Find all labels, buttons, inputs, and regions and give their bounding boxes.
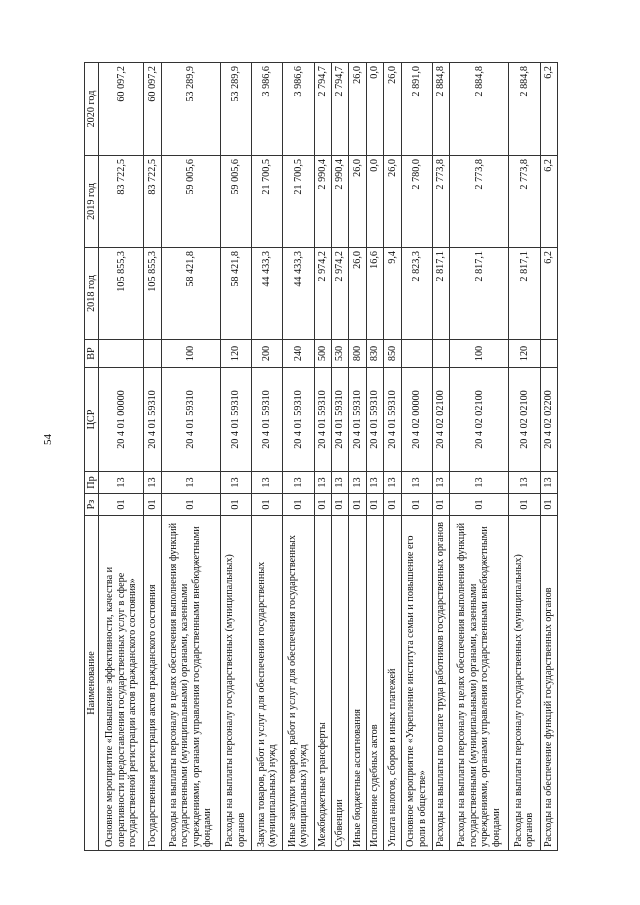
cell-pr: 13 — [283, 472, 314, 494]
cell-y2020: 60 097,2 — [99, 63, 144, 156]
cell-csr: 20 4 01 59310 — [283, 368, 314, 472]
cell-pr: 13 — [349, 472, 366, 494]
header-pr: Пр — [85, 472, 99, 494]
cell-vr — [432, 340, 449, 368]
cell-y2019: 26,0 — [349, 156, 366, 248]
cell-y2018: 2 817,1 — [432, 248, 449, 340]
cell-vr: 120 — [509, 340, 540, 368]
cell-y2018: 2 817,1 — [450, 248, 509, 340]
cell-pr: 13 — [450, 472, 509, 494]
cell-csr: 20 4 02 02100 — [432, 368, 449, 472]
cell-name: Субвенции — [331, 516, 348, 851]
cell-y2018: 6,2 — [540, 248, 558, 340]
cell-vr: 530 — [331, 340, 348, 368]
cell-pr: 13 — [432, 472, 449, 494]
cell-y2019: 26,0 — [384, 156, 401, 248]
cell-pr: 13 — [99, 472, 144, 494]
cell-y2018: 44 433,3 — [252, 248, 283, 340]
cell-y2019: 2 773,8 — [432, 156, 449, 248]
cell-y2020: 2 794,7 — [314, 63, 331, 156]
cell-y2019: 0,0 — [366, 156, 383, 248]
cell-vr: 100 — [450, 340, 509, 368]
cell-csr: 20 4 02 02100 — [509, 368, 540, 472]
cell-name: Расходы на выплаты персоналу государственных (муниципальных) органов — [220, 516, 251, 851]
cell-y2018: 2 823,3 — [401, 248, 432, 340]
cell-rz: 01 — [540, 494, 558, 516]
cell-name: Иные бюджетные ассигнования — [349, 516, 366, 851]
cell-name: Уплата налогов, сборов и иных платежей — [384, 516, 401, 851]
cell-y2019: 2 990,4 — [331, 156, 348, 248]
cell-name: Расходы на выплаты персоналу государственных (муниципальных) органов — [509, 516, 540, 851]
cell-y2019: 2 773,8 — [509, 156, 540, 248]
cell-y2020: 60 097,2 — [144, 63, 161, 156]
rotated-table-container — [84, 63, 558, 851]
cell-rz: 01 — [349, 494, 366, 516]
cell-rz: 01 — [432, 494, 449, 516]
cell-y2019: 2 990,4 — [314, 156, 331, 248]
cell-y2018: 16,6 — [366, 248, 383, 340]
cell-y2020: 2 884,8 — [432, 63, 449, 156]
cell-rz: 01 — [314, 494, 331, 516]
cell-vr: 500 — [314, 340, 331, 368]
cell-y2020: 2 884,8 — [509, 63, 540, 156]
cell-rz: 01 — [283, 494, 314, 516]
cell-y2020: 2 891,0 — [401, 63, 432, 156]
cell-vr: 200 — [252, 340, 283, 368]
cell-rz: 01 — [252, 494, 283, 516]
cell-name: Иные закупки товаров, работ и услуг для обеспечения государственных (муниципальных) нужд — [283, 516, 314, 851]
cell-csr: 20 4 01 59310 — [331, 368, 348, 472]
page-number: 54 — [42, 434, 54, 445]
table-row — [432, 63, 449, 851]
cell-y2019: 2 780,0 — [401, 156, 432, 248]
cell-y2020: 53 289,9 — [161, 63, 220, 156]
cell-y2018: 2 974,2 — [314, 248, 331, 340]
cell-rz: 01 — [509, 494, 540, 516]
cell-y2018: 58 421,8 — [220, 248, 251, 340]
cell-y2018: 9,4 — [384, 248, 401, 340]
cell-vr — [540, 340, 558, 368]
cell-pr: 13 — [161, 472, 220, 494]
cell-rz: 01 — [220, 494, 251, 516]
table-row — [366, 63, 383, 851]
cell-name: Закупка товаров, работ и услуг для обеспечения государственных (муниципальных) нужд — [252, 516, 283, 851]
cell-pr: 13 — [401, 472, 432, 494]
cell-y2018: 2 974,2 — [331, 248, 348, 340]
cell-csr: 20 4 01 00000 — [99, 368, 144, 472]
cell-rz: 01 — [450, 494, 509, 516]
header-2019: 2019 год — [85, 156, 99, 248]
cell-pr: 13 — [144, 472, 161, 494]
cell-csr: 20 4 01 59310 — [220, 368, 251, 472]
cell-name: Основное мероприятие «Повышение эффективности, качества и оперативности предоставления государственных услуг в сфере государственной регистрации актов гражданского состояния» — [99, 516, 144, 851]
header-row — [85, 63, 99, 851]
header-2018: 2018 год — [85, 248, 99, 340]
header-vr: ВР — [85, 340, 99, 368]
cell-csr: 20 4 01 59310 — [314, 368, 331, 472]
cell-name: Межбюджетные трансферты — [314, 516, 331, 851]
cell-name: Расходы на обеспечение функций государственных органов — [540, 516, 558, 851]
cell-csr: 20 4 02 02200 — [540, 368, 558, 472]
cell-vr: 120 — [220, 340, 251, 368]
cell-csr: 20 4 01 59310 — [252, 368, 283, 472]
cell-y2019: 6,2 — [540, 156, 558, 248]
cell-rz: 01 — [99, 494, 144, 516]
cell-y2018: 26,0 — [349, 248, 366, 340]
cell-y2018: 58 421,8 — [161, 248, 220, 340]
cell-csr: 20 4 01 59310 — [161, 368, 220, 472]
cell-y2020: 3 986,6 — [283, 63, 314, 156]
table-row — [220, 63, 251, 851]
cell-y2020: 2 794,7 — [331, 63, 348, 156]
header-2020: 2020 год — [85, 63, 99, 156]
cell-y2020: 26,0 — [384, 63, 401, 156]
cell-pr: 13 — [331, 472, 348, 494]
cell-vr: 100 — [161, 340, 220, 368]
cell-name: Расходы на выплаты персоналу в целях обеспечения выполнения функций государственными (муниципальными) органами, казенными учреждениями, органами управления государственными внебюджетными фондами — [161, 516, 220, 851]
cell-y2019: 21 700,5 — [252, 156, 283, 248]
table-row — [331, 63, 348, 851]
cell-pr: 13 — [384, 472, 401, 494]
cell-y2020: 26,0 — [349, 63, 366, 156]
cell-vr: 850 — [384, 340, 401, 368]
table-row — [99, 63, 144, 851]
cell-pr: 13 — [509, 472, 540, 494]
cell-y2020: 53 289,9 — [220, 63, 251, 156]
cell-csr: 20 4 02 00000 — [401, 368, 432, 472]
cell-y2019: 2 773,8 — [450, 156, 509, 248]
table-row — [252, 63, 283, 851]
table-row — [384, 63, 401, 851]
cell-rz: 01 — [384, 494, 401, 516]
cell-y2019: 59 005,6 — [161, 156, 220, 248]
cell-vr: 800 — [349, 340, 366, 368]
cell-pr: 13 — [540, 472, 558, 494]
cell-name: Исполнение судебных актов — [366, 516, 383, 851]
cell-vr — [99, 340, 144, 368]
table-row — [161, 63, 220, 851]
cell-y2019: 83 722,5 — [144, 156, 161, 248]
cell-vr — [401, 340, 432, 368]
cell-pr: 13 — [366, 472, 383, 494]
table-row — [349, 63, 366, 851]
cell-pr: 13 — [252, 472, 283, 494]
cell-y2018: 44 433,3 — [283, 248, 314, 340]
table-row — [401, 63, 432, 851]
cell-y2019: 21 700,5 — [283, 156, 314, 248]
cell-pr: 13 — [220, 472, 251, 494]
table-row — [314, 63, 331, 851]
budget-table — [84, 62, 558, 851]
header-csr: ЦСР — [85, 368, 99, 472]
cell-rz: 01 — [366, 494, 383, 516]
cell-rz: 01 — [331, 494, 348, 516]
cell-vr: 240 — [283, 340, 314, 368]
cell-rz: 01 — [401, 494, 432, 516]
cell-name: Государственная регистрация актов гражданского состояния — [144, 516, 161, 851]
cell-name: Расходы на выплаты по оплате труда работников государственных органов — [432, 516, 449, 851]
cell-rz: 01 — [144, 494, 161, 516]
cell-vr — [144, 340, 161, 368]
cell-y2020: 3 986,6 — [252, 63, 283, 156]
header-rz: Рз — [85, 494, 99, 516]
cell-y2019: 83 722,5 — [99, 156, 144, 248]
table-row — [144, 63, 161, 851]
cell-name: Основное мероприятие «Укрепление института семьи и повышение его роли в обществе» — [401, 516, 432, 851]
cell-pr: 13 — [314, 472, 331, 494]
cell-y2020: 0,0 — [366, 63, 383, 156]
cell-y2018: 105 855,3 — [144, 248, 161, 340]
cell-y2020: 2 884,8 — [450, 63, 509, 156]
cell-csr: 20 4 01 59310 — [349, 368, 366, 472]
cell-y2020: 6,2 — [540, 63, 558, 156]
table-row — [283, 63, 314, 851]
table-row — [509, 63, 540, 851]
cell-csr: 20 4 02 02100 — [450, 368, 509, 472]
table-row — [540, 63, 558, 851]
cell-y2019: 59 005,6 — [220, 156, 251, 248]
cell-y2018: 2 817,1 — [509, 248, 540, 340]
table-row — [450, 63, 509, 851]
cell-name: Расходы на выплаты персоналу в целях обеспечения выполнения функций государственными (муниципальными) органами, казенными учреждениями, органами управления государственными внебюджетными фондами — [450, 516, 509, 851]
cell-csr: 20 4 01 59310 — [144, 368, 161, 472]
cell-csr: 20 4 01 59310 — [366, 368, 383, 472]
cell-y2018: 105 855,3 — [99, 248, 144, 340]
cell-rz: 01 — [161, 494, 220, 516]
header-name: Наименование — [85, 516, 99, 851]
cell-vr: 830 — [366, 340, 383, 368]
cell-csr: 20 4 01 59310 — [384, 368, 401, 472]
